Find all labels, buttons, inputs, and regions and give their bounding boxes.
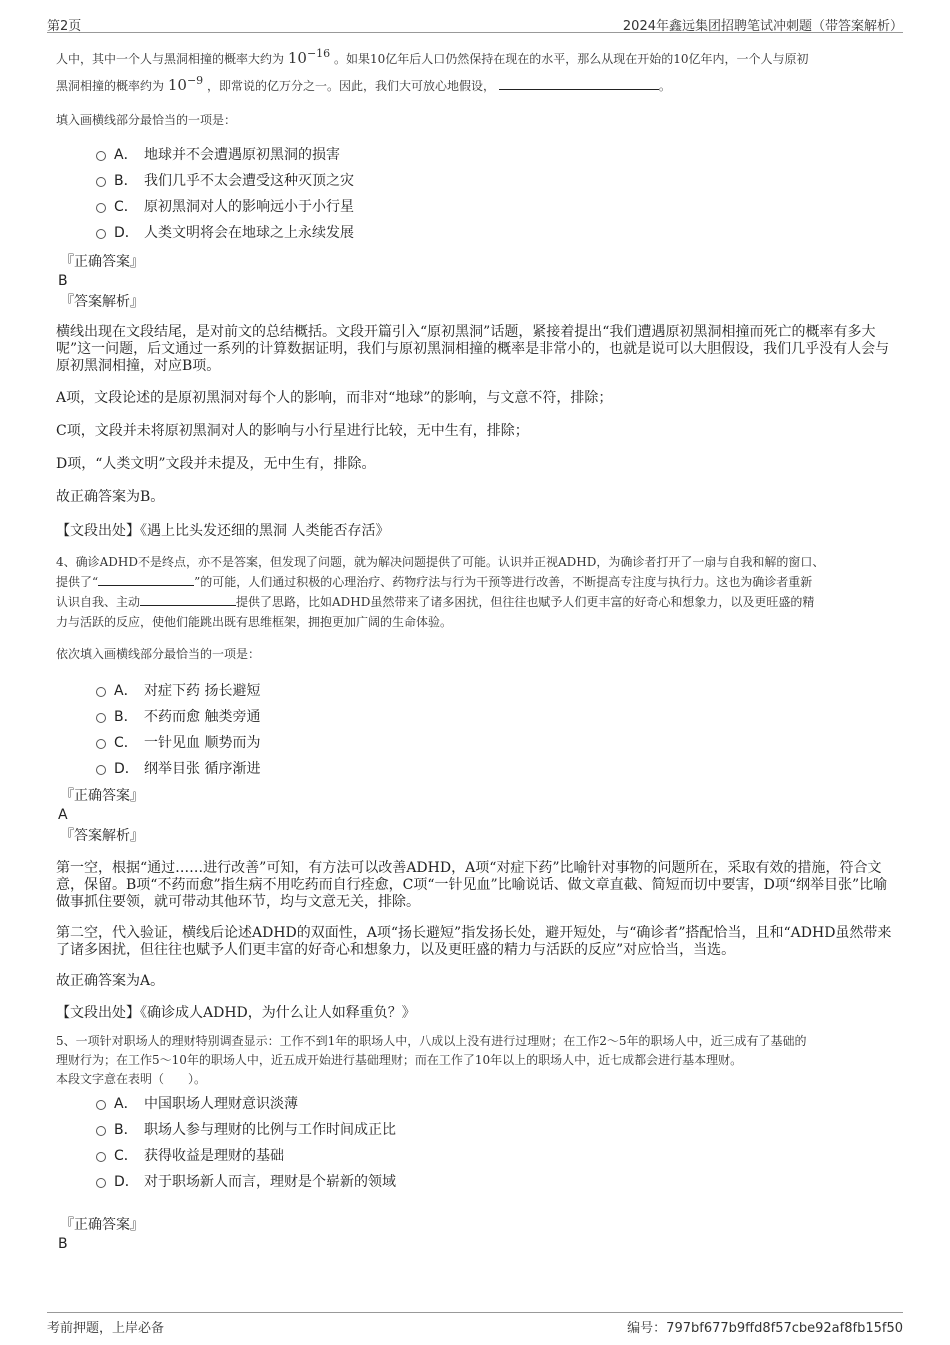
math-power-9: $10^{-9}$ xyxy=(167,74,204,94)
q3-analysis-paragraph: A项，文段论述的是原初黑洞对每个人的影响，而非对“地球”的影响，与文意不符，排除； xyxy=(56,390,613,406)
q3-analysis-paragraph: D项，“人类文明”文段并未提及，无中生有，排除。 xyxy=(56,456,376,472)
q3-option-d[interactable]: D． 人类文明将会在地球之上永续发展 xyxy=(96,220,896,246)
q4-answer-label: 『正确答案』 xyxy=(60,788,144,804)
q4-source: 【文段出处】《确诊成人ADHD，为什么让人如释重负？》 xyxy=(56,1005,416,1021)
radio-icon[interactable] xyxy=(96,687,106,697)
fill-blank xyxy=(140,593,236,606)
q4-analysis-paragraph: 第二空，代入验证，横线后论述ADHD的双面性，A项“扬长避短”指发扬长处，避开短处，与“确诊者”搭配恰当，且和“ADHD虽然带来了诸多困扰，但往往也赋予人们更丰富的好奇心和想象力，以及更旺盛的精力与活跃的反应”对应恰当，当选。 xyxy=(56,925,892,958)
page-header xyxy=(47,12,903,33)
radio-icon[interactable] xyxy=(96,203,106,213)
q4-prompt: 依次填入画横线部分最恰当的一项是： xyxy=(56,647,261,661)
radio-icon[interactable] xyxy=(96,765,106,775)
footer-slogan: 考前押题，上岸必备 xyxy=(47,1321,165,1336)
radio-icon[interactable] xyxy=(96,1178,106,1188)
q4-option-a[interactable]: A． 对症下药 扬长避短 xyxy=(96,678,896,704)
radio-icon[interactable] xyxy=(96,177,106,187)
document-id: 编号：797bf677b9ffd8f57cbe92af8fb15f50 xyxy=(627,1321,903,1336)
q3-analysis-label: 『答案解析』 xyxy=(60,294,144,310)
page-content xyxy=(56,44,896,1253)
q3-options xyxy=(56,142,896,246)
q3-option-c[interactable]: C． 原初黑洞对人的影响远小于小行星 xyxy=(96,194,896,220)
q4-option-b[interactable]: B． 不药而愈 触类旁通 xyxy=(96,704,896,730)
q3-option-b[interactable]: B． 我们几乎不太会遭受这种灭顶之灾 xyxy=(96,168,896,194)
q5-options xyxy=(56,1091,896,1195)
q5-option-d[interactable]: D． 对于职场新人而言，理财是个崭新的领域 xyxy=(96,1169,896,1195)
radio-icon[interactable] xyxy=(96,739,106,749)
fill-blank xyxy=(98,573,194,586)
document-title: 2024年鑫远集团招聘笔试冲刺题（带答案解析） xyxy=(622,19,903,34)
q3-analysis-paragraph: 横线出现在文段结尾，是对前文的总结概括。文段开篇引入“原初黑洞”话题，紧接着提出“我们遭遇原初黑洞相撞而死亡的概率有多大呢”这一问题，后文通过一系列的计算数据证明，我们与原初黑洞相撞的概率是非常小的，也就是说可以大胆假设，我们几乎没有人会与原初黑洞相撞，对应B项。 xyxy=(56,324,890,374)
radio-icon[interactable] xyxy=(96,229,106,239)
q4-option-c[interactable]: C． 一针见血 顺势而为 xyxy=(96,730,896,756)
q3-answer-label: 『正确答案』 xyxy=(60,254,144,270)
q5-answer-label: 『正确答案』 xyxy=(60,1217,144,1233)
q5-option-c[interactable]: C． 获得收益是理财的基础 xyxy=(96,1143,896,1169)
q4-analysis-conclusion: 故正确答案为A。 xyxy=(56,973,165,989)
q3-answer: B xyxy=(58,273,68,289)
q3-stem-line1: 人中，其中一个人与黑洞相撞的概率大约为 $10^{-16}$ 。如果10亿年后人口仍然保持在现在的水平，那么从现在开始的10亿年内，一个人与原初 xyxy=(56,47,809,67)
page-footer xyxy=(47,1312,903,1335)
q4-analysis-paragraph: 第一空，根据“通过……进行改善”可知，有方法可以改善ADHD，A项“对症下药”比喻针对事物的问题所在，采取有效的措施，符合文意，保留。B项“不药而愈”指生病不用吃药而自行痊愈，C项“一针见血”比喻说话、做文章直截、简短而切中要害，D项“纲举目张”比喻做事抓住要领，就可带动其他环节，均与文意无关，排除。 xyxy=(56,860,888,910)
radio-icon[interactable] xyxy=(96,713,106,723)
q3-source: 【文段出处】《遇上比头发还细的黑洞 人类能否存活》 xyxy=(56,523,390,539)
radio-icon[interactable] xyxy=(96,151,106,161)
q3-analysis-conclusion: 故正确答案为B。 xyxy=(56,489,165,505)
radio-icon[interactable] xyxy=(96,1152,106,1162)
q3-prompt: 填入画横线部分最恰当的一项是： xyxy=(56,113,237,127)
q3-stem-line2: 黑洞相撞的概率约为 $10^{-9}$ ，即常说的亿万分之一。因此，我们大可放心地假设， 。 xyxy=(56,74,671,94)
fill-blank xyxy=(499,77,659,90)
q4-stem: 4、确诊ADHD不是终点，亦不是答案，但发现了问题，就为解决问题提供了可能。认识并正视ADHD，为确诊者打开了一扇与自我和解的窗口、 提供了“ ”的可能，人们通过积极的心理治疗、药物疗法与行为干预等进行改善，不断提高专注度与执行力。这也为确诊者重新 认识自我、主动 提供了思路，比如ADHD虽然带来了诸多困扰，但往往也赋予人们更丰富的好奇心和想象力，以及更旺盛的精 力与活跃的反应，使他们能跳出既有思维框架，拥抱更加广阔的生命体验。 xyxy=(56,555,825,629)
math-power-16: $10^{-16}$ xyxy=(287,47,331,67)
radio-icon[interactable] xyxy=(96,1100,106,1110)
q3-option-a[interactable]: A． 地球并不会遭遇原初黑洞的损害 xyxy=(96,142,896,168)
q4-option-d[interactable]: D． 纲举目张 循序渐进 xyxy=(96,756,896,782)
q5-answer: B xyxy=(58,1236,68,1252)
q4-options xyxy=(56,678,896,782)
q5-option-a[interactable]: A． 中国职场人理财意识淡薄 xyxy=(96,1091,896,1117)
q5-option-b[interactable]: B． 职场人参与理财的比例与工作时间成正比 xyxy=(96,1117,896,1143)
radio-icon[interactable] xyxy=(96,1126,106,1136)
q4-answer: A xyxy=(58,807,68,823)
q3-analysis-paragraph: C项，文段并未将原初黑洞对人的影响与小行星进行比较，无中生有，排除； xyxy=(56,423,529,439)
page-number: 第2页 xyxy=(47,19,82,34)
q5-stem: 5、一项针对职场人的理财特别调查显示：工作不到1年的职场人中，八成以上没有进行过理财；在工作2～5年的职场人中，近三成有了基础的 理财行为；在工作5～10年的职场人中，近五成开始进行基础理财；而在工作了10年以上的职场人中，近七成都会进行基本理财。 本段文字意在表明（ ）。 xyxy=(56,1034,807,1086)
q4-analysis-label: 『答案解析』 xyxy=(60,828,144,844)
